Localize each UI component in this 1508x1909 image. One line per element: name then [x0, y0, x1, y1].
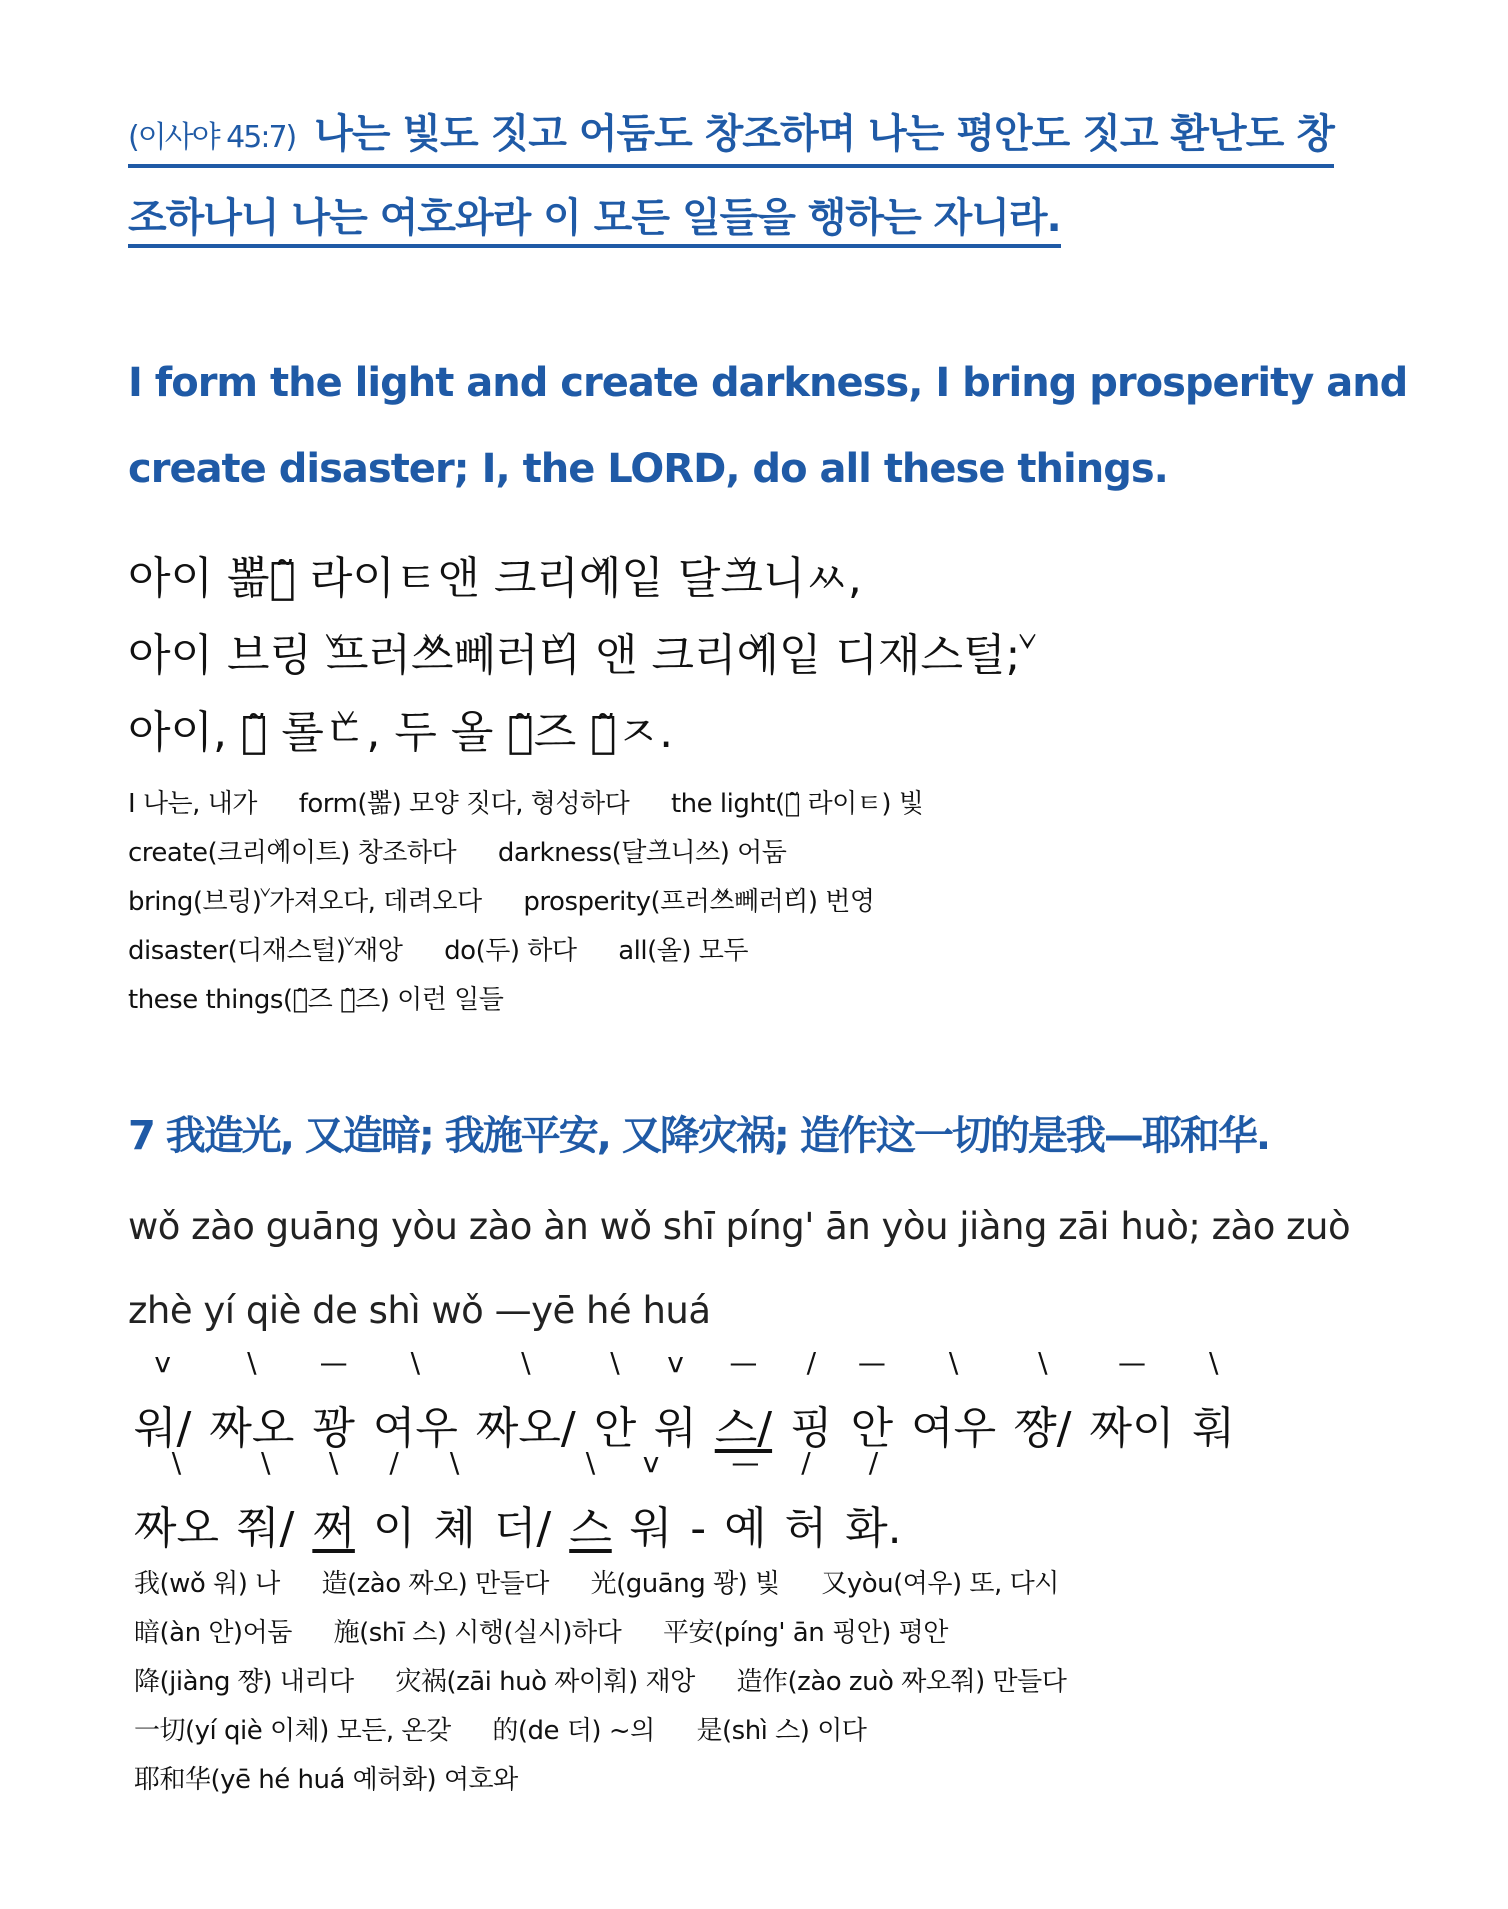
english-verse-line-2: create disaster; I, the LORD, do all these things.: [128, 446, 1168, 492]
vocab-item: 施(shī 스) 시행(실시)하다: [333, 1618, 622, 1648]
tone-mark-icon: \: [260, 1446, 271, 1479]
korean-verse: [128, 92, 1388, 260]
tone-syllable: [845, 1448, 902, 1556]
tone-syllable: [134, 1348, 191, 1456]
pinyin-line-1: wǒ zào guāng yòu zào àn wǒ shī píng' ān yòu jiàng zāi huò; zào zuò: [128, 1205, 1351, 1248]
tone-syllable: [594, 1348, 637, 1456]
vocab-row: [128, 927, 923, 976]
vocab-item: do(두) 하다: [444, 936, 577, 966]
tone-pronunciation-line-1: [134, 1346, 1253, 1454]
syllable-text: 짜오/: [475, 1403, 576, 1454]
tone-mark-icon: /: [389, 1446, 399, 1479]
tone-mark-icon: /: [801, 1446, 811, 1479]
vocab-item: 耶和华(yē hé huá 예허화) 여호와: [134, 1765, 518, 1795]
syllable-text: 쳬: [433, 1503, 476, 1554]
tone-mark-icon: \: [948, 1346, 959, 1379]
vocab-item: 又yòu(여우) 또, 다시: [821, 1569, 1059, 1599]
syllable-text: 스: [569, 1503, 612, 1554]
tone-mark-icon: \: [1209, 1346, 1219, 1379]
syllable-text: 이: [372, 1503, 416, 1554]
tone-syllable: [1089, 1348, 1174, 1456]
tone-syllable: [1192, 1348, 1235, 1456]
tone-syllable: [785, 1448, 828, 1556]
tone-mark-icon: v: [642, 1446, 660, 1479]
syllable-text: 스/: [714, 1403, 773, 1454]
vocab-item: bring(브링̌) 가져오다, 데려오다: [128, 887, 482, 917]
syllable-text: 화.: [845, 1503, 902, 1554]
vocab-item: I 나는, 내가: [128, 789, 257, 819]
vocab-row: [134, 1756, 1066, 1805]
pronunciation-line-2: 아이 브링̌ 프러̌쓰뻬러̌티 앤 크리̌에잍 디재스털̌;: [128, 630, 1021, 681]
tone-pronunciation-line-2: [134, 1446, 920, 1554]
syllable-text: 여우: [911, 1403, 997, 1454]
tone-syllable: [569, 1448, 612, 1556]
vocab-row: [128, 878, 923, 927]
tone-syllable: [1014, 1348, 1071, 1456]
tone-syllable: [476, 1348, 576, 1456]
tone-line: [134, 1346, 1253, 1454]
syllable-text: 핑: [790, 1403, 833, 1454]
tone-mark-icon: \: [521, 1346, 531, 1379]
tone-mark-icon: \: [1038, 1346, 1048, 1379]
vocab-item: these things(디̃즈 띵̃즈) 이런 일들: [128, 985, 504, 1015]
tone-syllable: [654, 1348, 697, 1456]
vocab-item: 一切(yí qiè 이체) 모든, 온갖: [134, 1716, 451, 1746]
tone-mark-icon: /: [806, 1346, 817, 1379]
syllable-text: 훠: [1192, 1403, 1235, 1454]
english-verse: [128, 340, 1408, 512]
vocab-row: [134, 1560, 1066, 1609]
vocab-item: 暗(àn 안)어둠: [134, 1618, 292, 1648]
syllable-text: 짜오: [209, 1403, 295, 1454]
syllable-text: 쩌: [312, 1503, 355, 1554]
vocab-row: [128, 829, 923, 878]
vocab-row: [128, 780, 923, 829]
tone-syllable: [494, 1448, 551, 1556]
syllable-text: 워: [629, 1503, 673, 1554]
vocab-item: all(올) 모두: [618, 936, 749, 966]
tone-mark-icon: \: [610, 1346, 620, 1379]
tone-mark-icon: —: [319, 1346, 348, 1379]
vocab-row: [128, 976, 923, 1025]
syllable-text: 워/: [134, 1403, 192, 1454]
korean-verse-line-2: 조하나니 나는 여호와라 이 모든 일들을 행하는 자니라.: [128, 192, 1061, 248]
tone-mark-icon: /: [868, 1446, 879, 1479]
english-pronunciation: [128, 540, 1020, 771]
syllable-text: 안: [850, 1403, 894, 1454]
vocab-row: [134, 1707, 1066, 1756]
korean-verse-text-1: 나는 빛도 짓고 어둠도 창조하며 나는 평안도 짓고 환난도 창: [314, 111, 1334, 157]
vocab-item: create(크리̌에이트) 창조하다: [128, 838, 457, 868]
tone-syllable: [209, 1348, 294, 1456]
syllable-text: 여우: [372, 1403, 458, 1454]
tone-syllable: [690, 1459, 706, 1554]
vocab-item: darkness(달̌크니쓰) 어둠: [497, 838, 787, 868]
korean-verse-line-1: [128, 108, 1334, 168]
tone-syllable: [134, 1448, 219, 1556]
vocab-item: 平安(píng' ān 핑안) 평안: [663, 1618, 948, 1648]
tone-line: [134, 1446, 920, 1554]
syllable-text: 쨩/: [1014, 1403, 1072, 1454]
tone-mark-icon: v: [154, 1346, 171, 1379]
tone-mark-icon: —: [729, 1346, 758, 1379]
tone-mark-icon: —: [857, 1346, 886, 1379]
vocab-item: disaster(디재스털̌) 재앙: [128, 936, 403, 966]
vocab-item: prosperity(프러̌쓰뻬러̌티) 번영: [523, 887, 875, 917]
vocab-item: 是(shì 스) 이다: [696, 1716, 867, 1746]
syllable-text: 예: [724, 1503, 767, 1554]
tone-mark-icon: \: [410, 1346, 421, 1379]
syllable-text: -: [690, 1503, 707, 1554]
tone-mark-icon: \: [171, 1446, 182, 1479]
tone-mark-icon: \: [585, 1446, 596, 1479]
vocab-item: the light(더̃ 라이ㅌ) 빛: [670, 789, 924, 819]
vocab-row: [134, 1658, 1066, 1707]
syllable-text: 워: [654, 1403, 697, 1454]
tone-syllable: [312, 1348, 355, 1456]
tone-syllable: [237, 1448, 294, 1556]
tone-syllable: [373, 1348, 458, 1456]
tone-syllable: [851, 1348, 894, 1456]
tone-mark-icon: v: [667, 1346, 684, 1379]
chinese-vocab-list: [134, 1560, 1066, 1805]
chinese-verse: 7 我造光, 又造暗; 我施平安, 又降灾祸; 造作这一切的是我—耶和华.: [128, 1113, 1270, 1159]
tone-syllable: [715, 1348, 772, 1456]
syllable-text: 더/: [493, 1503, 552, 1554]
vocab-item: 我(wǒ 워) 나: [134, 1569, 280, 1599]
tone-syllable: [630, 1448, 673, 1556]
pronunciation-line-1: 아이 뽊더̃ 라이ㅌ앤 크리̌에잍 달̌크니ㅆ,: [128, 553, 862, 604]
vocab-item: 造(zào 짜오) 만들다: [321, 1569, 549, 1599]
tone-syllable: [312, 1448, 355, 1556]
tone-syllable: [373, 1448, 416, 1556]
tone-syllable: [911, 1348, 996, 1456]
verse-reference: (이사야 45:7): [128, 120, 296, 155]
syllable-text: 꽝: [312, 1403, 355, 1454]
pinyin: [128, 1185, 1350, 1353]
pinyin-line-2: zhè yí qiè de shì wǒ —yē hé huá: [128, 1289, 711, 1332]
vocab-item: 的(de 더) ~의: [492, 1716, 655, 1746]
vocab-row: [134, 1609, 1066, 1658]
english-vocab-list: [128, 780, 923, 1025]
vocab-item: 光(guāng 꽝) 빛: [590, 1569, 780, 1599]
syllable-text: 짜오: [134, 1503, 220, 1554]
tone-syllable: [790, 1348, 833, 1456]
pronunciation-line-3: 아이, 더̃ 롤̌ㄷ, 두 올 디̃즈 띵̃ㅈ.: [128, 707, 674, 758]
vocab-item: form(뽊) 모양 짓다, 형성하다: [298, 789, 630, 819]
english-verse-line-1: I form the light and create darkness, I bring prosperity and: [128, 360, 1408, 406]
tone-mark-icon: \: [328, 1446, 339, 1479]
tone-syllable: [724, 1448, 767, 1556]
vocab-item: 造作(zào zuò 짜오쭤) 만들다: [736, 1667, 1067, 1697]
tone-mark-icon: —: [1117, 1346, 1146, 1379]
syllable-text: 쭤/: [237, 1503, 295, 1554]
tone-syllable: [433, 1448, 476, 1556]
syllable-text: 짜이: [1089, 1403, 1175, 1454]
vocab-item: 灾祸(zāi huò 짜이훠) 재앙: [395, 1667, 695, 1697]
tone-mark-icon: \: [247, 1346, 257, 1379]
syllable-text: 안: [593, 1403, 637, 1454]
tone-mark-icon: \: [449, 1446, 460, 1479]
vocab-item: 降(jiàng 쨩) 내리다: [134, 1667, 354, 1697]
syllable-text: 허: [784, 1503, 828, 1554]
tone-mark-icon: —: [731, 1446, 760, 1479]
